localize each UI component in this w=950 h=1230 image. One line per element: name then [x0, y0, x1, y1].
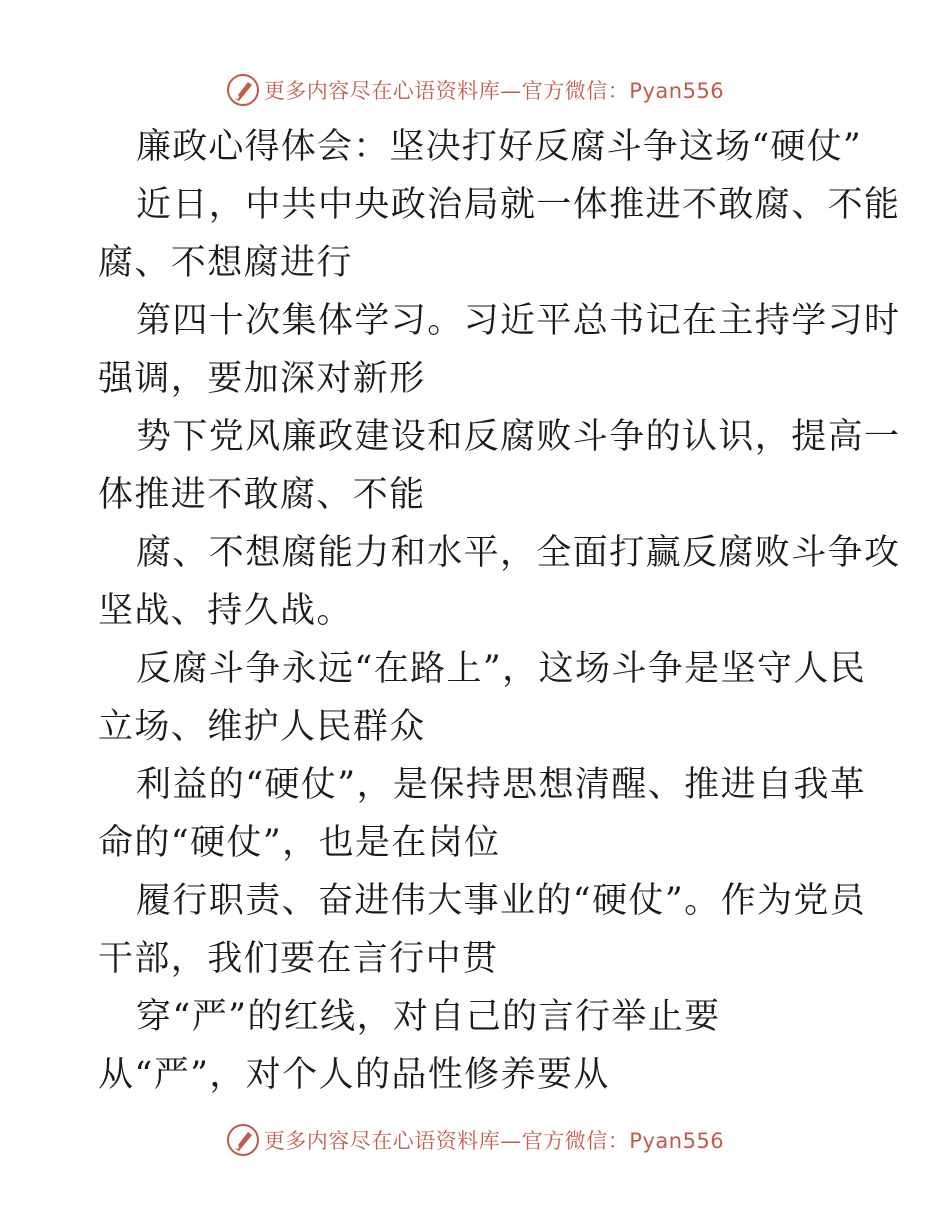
- watermark-text: 更多内容尽在心语资料库—官方微信：Pyan556: [263, 79, 725, 103]
- document-title: 廉政心得体会：坚决打好反腐斗争这场“硬仗”: [136, 127, 862, 167]
- watermark-text: 更多内容尽在心语资料库—官方微信：Pyan556: [263, 1129, 725, 1153]
- watermark-banner-top: [0, 70, 950, 110]
- text-line: 命的“硬仗”，也是在岗位: [98, 823, 501, 863]
- text-line: 干部，我们要在言行中贯: [98, 939, 499, 979]
- text-line: 穿“严”的红线，对自己的言行举止要: [136, 997, 721, 1037]
- text-line: 势下党风廉政建设和反腐败斗争的认识，提高一: [136, 417, 901, 457]
- pen-logo-icon: [226, 73, 260, 107]
- text-line: 利益的“硬仗”，是保持思想清醒、推进自我革: [136, 765, 867, 805]
- watermark-banner-bottom: [0, 1120, 950, 1160]
- text-line: 腐、不想腐进行: [98, 243, 353, 283]
- text-line: 体推进不敢腐、不能: [98, 475, 426, 515]
- text-line: 近日，中共中央政治局就一体推进不敢腐、不能: [136, 185, 901, 225]
- text-line: 强调，要加深对新形: [98, 359, 426, 399]
- document-body: [98, 118, 901, 1104]
- pen-logo-icon: [226, 1123, 260, 1157]
- text-line: 从“严”，对个人的品性修养要从: [98, 1055, 610, 1095]
- text-line: 履行职责、奋进伟大事业的“硬仗”。作为党员: [136, 881, 867, 921]
- text-line: 反腐斗争永远“在路上”，这场斗争是坚守人民: [136, 649, 867, 689]
- text-line: 坚战、持久战。: [98, 591, 353, 631]
- text-line: 立场、维护人民群众: [98, 707, 426, 747]
- text-line: 第四十次集体学习。习近平总书记在主持学习时: [136, 301, 901, 341]
- text-line: 腐、不想腐能力和水平，全面打赢反腐败斗争攻: [136, 533, 901, 573]
